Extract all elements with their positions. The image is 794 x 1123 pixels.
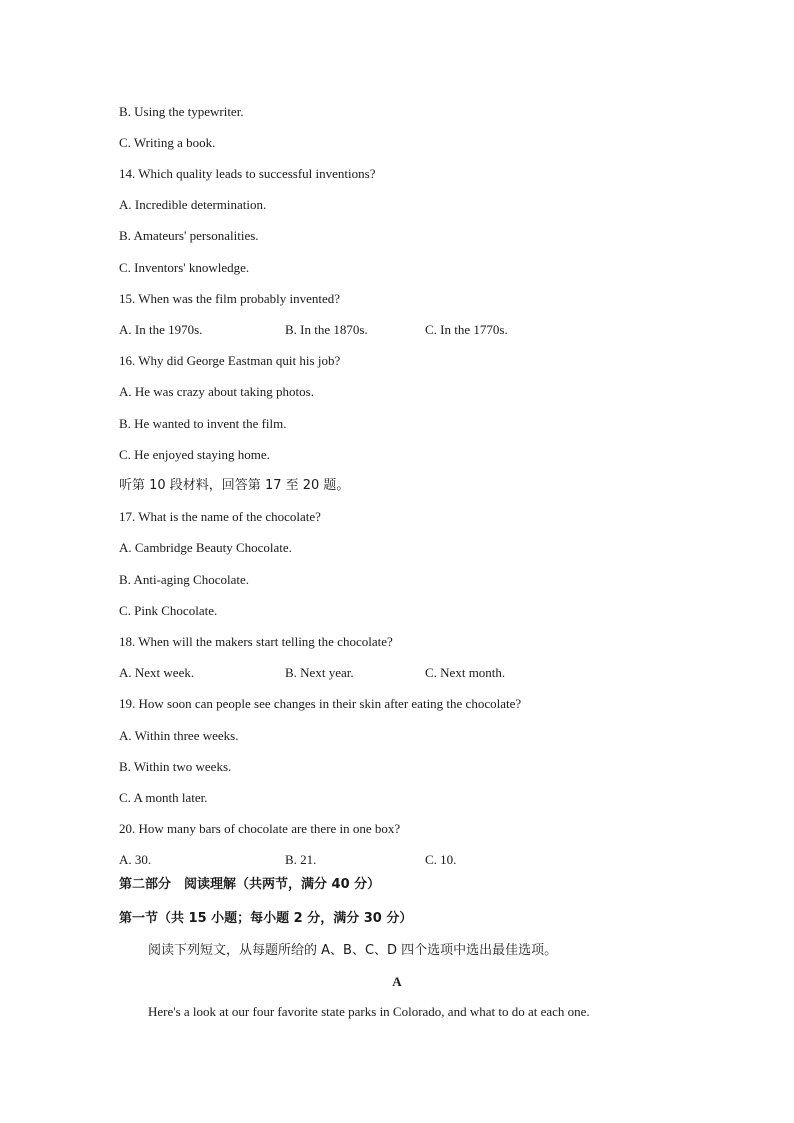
option-20a: A. 30. [119,852,152,867]
option-14b: B. Amateurs' personalities. [119,228,259,243]
option-14a: A. Incredible determination. [119,197,267,212]
question-14: 14. Which quality leads to successful inventions? [119,166,376,181]
part-two-heading: 第二部分 阅读理解（共两节，满分 40 分） [119,877,381,892]
question-20: 20. How many bars of chocolate are there in one box? [119,821,401,836]
passage-label: A [392,974,402,989]
option-13c: C. Writing a book. [119,135,216,150]
option-17c: C. Pink Chocolate. [119,603,218,618]
option-20c: C. 10. [425,852,457,867]
passage-intro: Here's a look at our four favorite state parks in Colorado, and what to do at each one. [148,1004,590,1019]
option-15c: C. In the 1770s. [425,322,508,337]
option-19b: B. Within two weeks. [119,759,232,774]
section-one-heading: 第一节（共 15 小题；每小题 2 分，满分 30 分） [119,911,413,926]
option-20b: B. 21. [285,852,317,867]
option-18b: B. Next year. [285,665,354,680]
question-15: 15. When was the film probably invented? [119,291,341,306]
option-16c: C. He enjoyed staying home. [119,447,270,462]
option-19a: A. Within three weeks. [119,728,239,743]
option-16b: B. He wanted to invent the film. [119,416,287,431]
reading-instruction: 阅读下列短文，从每题所给的 A、B、C、D 四个选项中选出最佳选项。 [148,943,558,958]
listening-instruction: 听第 10 段材料，回答第 17 至 20 题。 [119,478,350,493]
question-17: 17. What is the name of the chocolate? [119,509,321,524]
option-18c: C. Next month. [425,665,506,680]
option-19c: C. A month later. [119,790,208,805]
question-16: 16. Why did George Eastman quit his job? [119,353,341,368]
question-19: 19. How soon can people see changes in their skin after eating the chocolate? [119,696,522,711]
option-17b: B. Anti-aging Chocolate. [119,572,249,587]
option-16a: A. He was crazy about taking photos. [119,384,314,399]
question-18: 18. When will the makers start telling the chocolate? [119,634,393,649]
option-15a: A. In the 1970s. [119,322,203,337]
option-14c: C. Inventors' knowledge. [119,260,250,275]
option-13b: B. Using the typewriter. [119,104,244,119]
option-15b: B. In the 1870s. [285,322,368,337]
option-18a: A. Next week. [119,665,195,680]
option-17a: A. Cambridge Beauty Chocolate. [119,540,292,555]
